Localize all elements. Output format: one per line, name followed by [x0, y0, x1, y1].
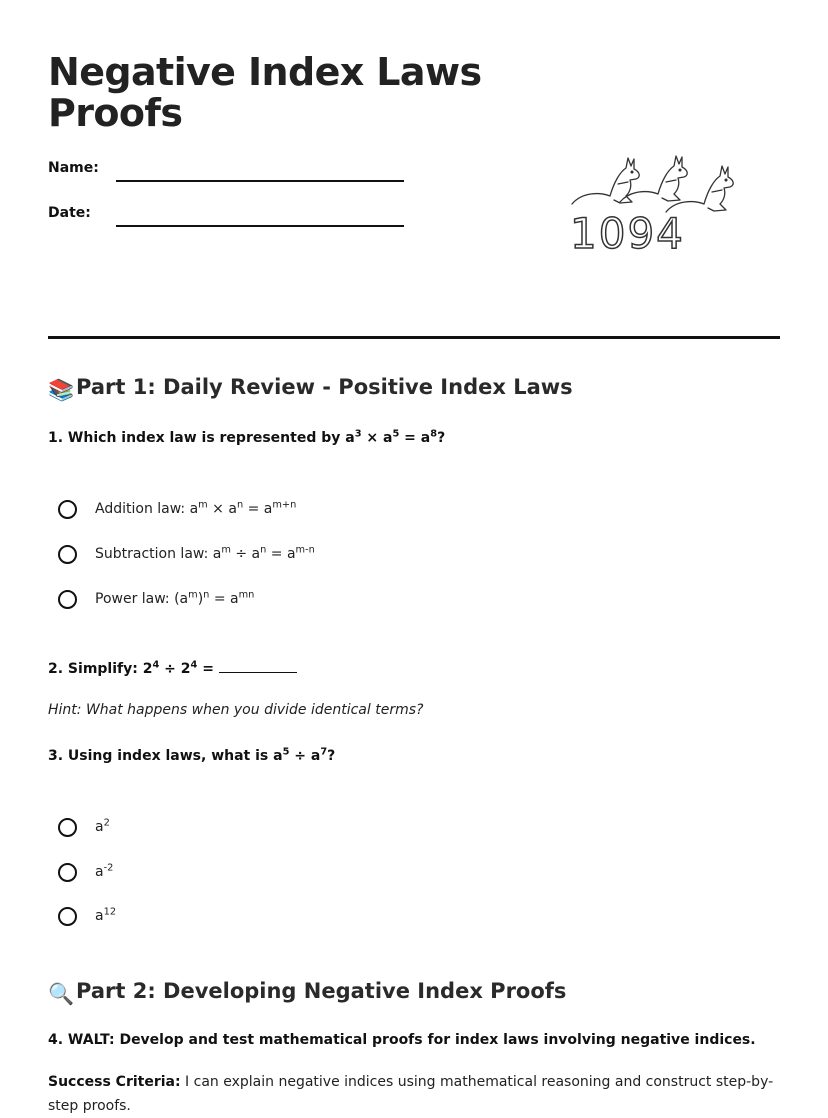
page-title — [48, 52, 481, 134]
part1-heading-text: Part 1: Daily Review - Positive Index Laws — [76, 375, 573, 399]
question-4: 4. WALT: Develop and test mathematical proofs for index laws involving negative indices. — [48, 1032, 756, 1048]
q3-option-2-label: $a^{-2}$ — [95, 862, 114, 880]
q1-option-1-radio[interactable] — [58, 500, 77, 519]
q3-option-3-label: $a^{12}$ — [95, 906, 117, 924]
date-field[interactable] — [116, 225, 404, 227]
kangaroo-icon — [572, 156, 733, 212]
q1-option-2[interactable] — [58, 542, 315, 566]
q3-option-1[interactable] — [58, 815, 110, 839]
page-title-line2: Proofs — [48, 91, 183, 135]
logo-number: 1094 — [570, 209, 685, 254]
name-label: Name: — [48, 160, 99, 176]
q1-option-1-label: Addition law: $a^m \times a^n = a^{m+n}$ — [95, 499, 297, 517]
name-field[interactable] — [116, 180, 404, 182]
date-label: Date: — [48, 205, 91, 221]
q3-option-1-label: $a^2$ — [95, 817, 110, 835]
q3-option-3[interactable] — [58, 904, 116, 928]
success-criteria-label: Success Criteria: — [48, 1074, 181, 1090]
kangaroo-1094-logo — [566, 150, 736, 254]
part1-heading — [48, 375, 573, 403]
q1-option-3-radio[interactable] — [58, 590, 77, 609]
question-2: 2. Simplify: $2^4 \div 2^4$ = — [48, 661, 297, 677]
section-divider — [48, 336, 780, 339]
part2-heading — [48, 979, 566, 1007]
magnifier-icon: 🔍 — [48, 982, 75, 1006]
part2-heading-text: Part 2: Developing Negative Index Proofs — [76, 979, 567, 1003]
q1-option-3[interactable] — [58, 587, 254, 611]
page-title-line1: Negative Index Laws — [48, 50, 482, 94]
q3-option-1-radio[interactable] — [58, 818, 77, 837]
q3-option-3-radio[interactable] — [58, 907, 77, 926]
books-icon: 📚 — [48, 378, 75, 402]
q1-option-2-label: Subtraction law: $a^m \div a^n = a^{m-n}$ — [95, 544, 315, 562]
q2-answer-blank[interactable] — [219, 661, 297, 673]
success-criteria-text: I can explain negative indices using mathematical reasoning and construct step-by-step proofs. — [48, 1074, 774, 1114]
q3-option-2[interactable] — [58, 860, 113, 884]
q1-option-3-label: Power law: $(a^m)^n = a^{mn}$ — [95, 589, 255, 607]
q2-hint: Hint: What happens when you divide identical terms? — [48, 702, 424, 718]
q3-option-2-radio[interactable] — [58, 863, 77, 882]
q1-option-1[interactable] — [58, 497, 296, 521]
question-1: 1. Which index law is represented by $a^3 \times a^5 = a^8$? — [48, 428, 446, 446]
q1-option-2-radio[interactable] — [58, 545, 77, 564]
question-3: 3. Using index laws, what is $a^5 \div a^7$? — [48, 746, 336, 764]
success-criteria — [48, 1070, 778, 1118]
